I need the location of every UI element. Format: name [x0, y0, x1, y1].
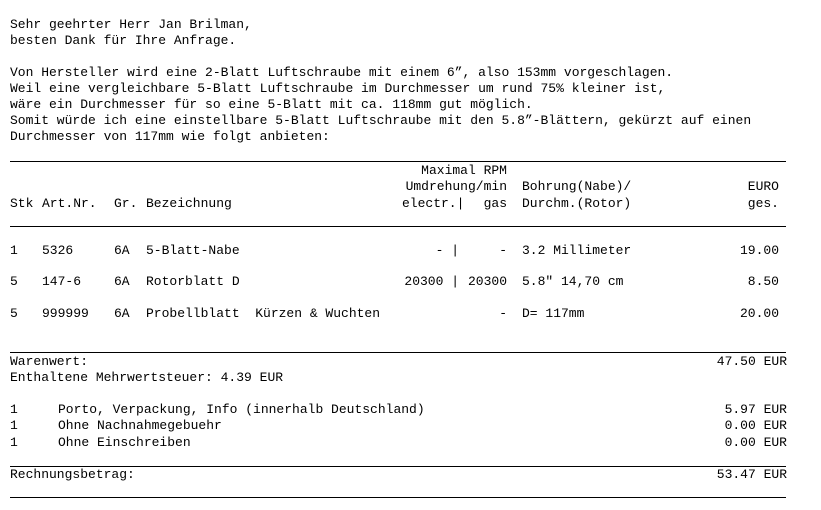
table-row-3-gas: -: [499, 306, 507, 321]
charge-3-qty: 1: [10, 435, 18, 450]
header-qty: Stk: [10, 196, 34, 211]
table-row-3-group: 6A: [114, 306, 130, 321]
table-row-2-bore: 5.8" 14,70 cm: [522, 274, 624, 289]
table-row-3-total: 20.00: [739, 306, 779, 321]
header-art-nr: Art.Nr.: [42, 196, 97, 211]
table-row-2-total: 8.50: [747, 274, 779, 289]
thanks-line: besten Dank für Ihre Anfrage.: [10, 33, 237, 48]
goods-value: 47.50 EUR: [716, 354, 787, 369]
table-row-1-desc: 5-Blatt-Nabe: [146, 243, 240, 258]
table-header-divider: [10, 226, 786, 227]
intro-line-4: Somit würde ich eine einstellbare 5-Blatt Luftschraube mit den 5.8”-Blättern, gekürzt auf einen: [10, 113, 752, 128]
charge-2-qty: 1: [10, 418, 18, 433]
header-bore-bottom: Durchm.(Rotor): [522, 196, 632, 211]
table-top-divider: [10, 161, 786, 162]
header-bore-top: Bohrung(Nabe)/: [522, 179, 632, 194]
header-group: Gr.: [114, 196, 138, 211]
charge-3-value: 0.00 EUR: [724, 435, 787, 450]
table-row-1-qty: 1: [10, 243, 18, 258]
table-row-3-bore: D= 117mm: [522, 306, 585, 321]
header-rpm-top: Maximal RPM: [421, 163, 507, 178]
header-euro-top: EURO: [747, 179, 779, 194]
table-row-2-electr: 20300 |: [404, 274, 459, 289]
header-euro-bottom: ges.: [747, 196, 779, 211]
header-description: Bezeichnung: [146, 196, 232, 211]
table-row-2-desc: Rotorblatt D: [146, 274, 240, 289]
table-row-3-desc: Probellblatt Kürzen & Wuchten: [146, 306, 381, 321]
charge-1-desc: Porto, Verpackung, Info (innerhalb Deutschland): [58, 402, 425, 417]
charge-3-desc: Ohne Einschreiben: [58, 435, 191, 450]
header-rpm-gas: gas: [483, 196, 507, 211]
table-row-1-electr: - |: [435, 243, 459, 258]
header-rpm-electr: electr.|: [402, 196, 465, 211]
header-rpm-mid: Umdrehung/min: [405, 179, 507, 194]
table-row-3-qty: 5: [10, 306, 18, 321]
table-row-3-electr: [380, 306, 459, 322]
table-row-3-art: 999999: [42, 306, 89, 321]
charge-2-desc: Ohne Nachnahmegebuehr: [58, 418, 222, 433]
table-row-1-bore: 3.2 Millimeter: [522, 243, 632, 258]
charge-1-qty: 1: [10, 402, 18, 417]
table-row-1-total: 19.00: [739, 243, 779, 258]
table-row-2-gas: 20300: [467, 274, 507, 289]
table-row-2-group: 6A: [114, 274, 130, 289]
table-row-1-group: 6A: [114, 243, 130, 258]
invoice-total-value: 53.47 EUR: [716, 467, 787, 482]
table-row-1-gas: -: [499, 243, 507, 258]
charge-2-value: 0.00 EUR: [724, 418, 787, 433]
table-row-2-art: 147-6: [42, 274, 82, 289]
intro-line-5: Durchmesser von 117mm wie folgt anbieten:: [10, 129, 330, 144]
table-row-2-qty: 5: [10, 274, 18, 289]
salutation: Sehr geehrter Herr Jan Brilman,: [10, 17, 252, 32]
intro-line-1: Von Hersteller wird eine 2-Blatt Luftschraube mit einem 6”, also 153mm vorgeschlagen.: [10, 65, 674, 80]
intro-line-3: wäre ein Durchmesser für so eine 5-Blatt mit ca. 118mm gut möglich.: [10, 97, 533, 112]
vat-line: Enthaltene Mehrwertsteuer: 4.39 EUR: [10, 370, 284, 385]
table-row-1-art: 5326: [42, 243, 74, 258]
bottom-divider: [10, 497, 786, 498]
summary-divider: [10, 352, 786, 353]
goods-value-label: Warenwert:: [10, 354, 89, 369]
intro-line-2: Weil eine vergleichbare 5-Blatt Luftschraube im Durchmesser um rund 75% kleiner ist,: [10, 81, 666, 96]
charge-1-value: 5.97 EUR: [724, 402, 787, 417]
invoice-total-label: Rechnungsbetrag:: [10, 467, 135, 482]
